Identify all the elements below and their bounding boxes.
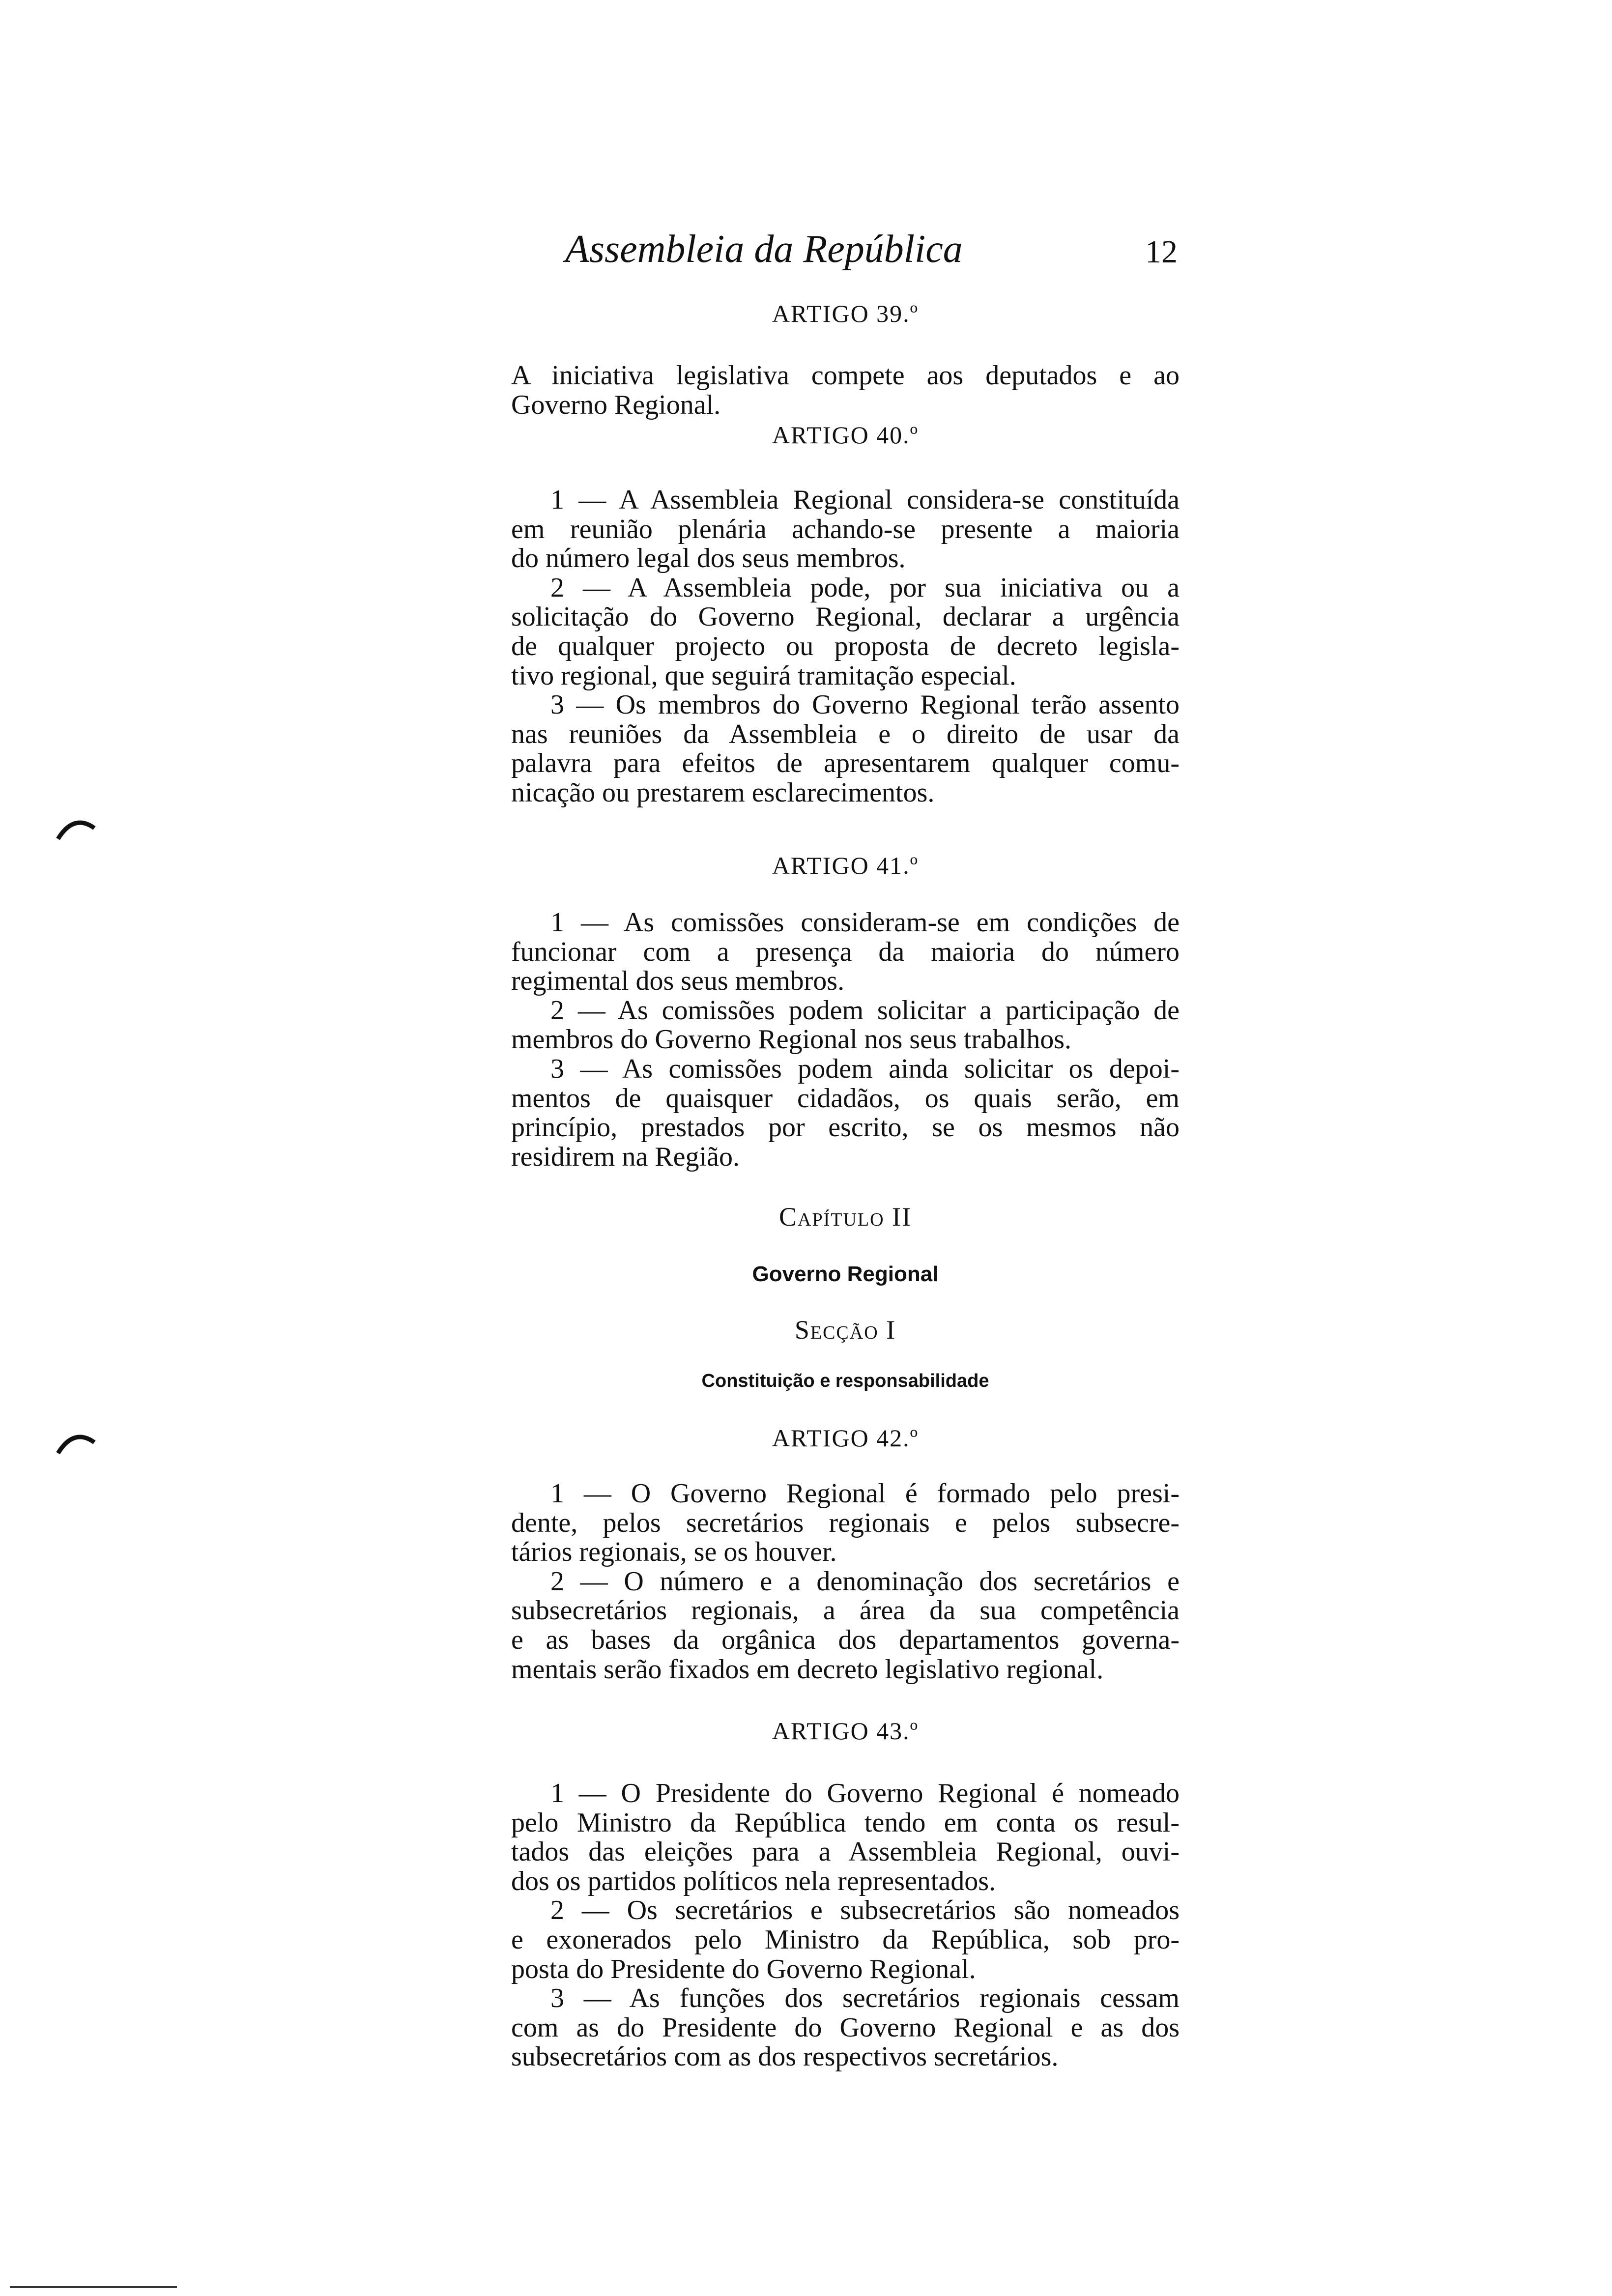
text-line: 3 — As comissões podem ainda solicitar os depoi- — [550, 1053, 1180, 1084]
article-heading: ARTIGO 42.º — [772, 1424, 919, 1452]
text-line: residirem na Região. — [511, 1141, 740, 1172]
text-line: nas reuniões da Assembleia e o direito de usar da — [511, 718, 1180, 749]
text-line: 1 — As comissões consideram-se em condições de — [550, 907, 1180, 938]
text-line: 1 — A Assembleia Regional considera-se constituída — [550, 485, 1180, 515]
subtitle-heading: Governo Regional — [752, 1262, 939, 1286]
paragraph-group — [511, 1779, 1180, 2072]
paragraph — [511, 361, 1180, 420]
paragraph — [511, 996, 1180, 1055]
paragraph — [511, 1055, 1180, 1172]
text-line: subsecretários regionais, a área da sua competência — [511, 1595, 1180, 1626]
text-line: pelo Ministro da República tendo em conta os resul- — [511, 1807, 1180, 1838]
text-line: nicação ou prestarem esclarecimentos. — [511, 777, 935, 808]
paragraph — [511, 1779, 1180, 1896]
paragraph — [511, 1479, 1180, 1567]
article-heading: ARTIGO 41.º — [772, 852, 919, 879]
text-line: palavra para efeitos de apresentarem qualquer comu- — [511, 748, 1180, 779]
text-line: funcionar com a presença da maioria do número — [511, 936, 1180, 967]
paragraph — [511, 908, 1180, 996]
paragraph-group — [511, 908, 1180, 1172]
text-line: subsecretários com as dos respectivos secretários. — [511, 2041, 1059, 2072]
text-line: em reunião plenária achando-se presente a maioria — [511, 514, 1180, 545]
text-line: 1 — O Governo Regional é formado pelo presi- — [550, 1478, 1180, 1509]
text-line: tários regionais, se os houver. — [511, 1537, 837, 1568]
article-heading: ARTIGO 40.º — [772, 421, 919, 449]
chapter-heading: Capítulo II — [778, 1202, 912, 1232]
text-line: Governo Regional. — [511, 389, 721, 420]
page-number: 12 — [1145, 234, 1178, 270]
text-line: tivo regional, que seguirá tramitação especial. — [511, 660, 1016, 691]
text-line: 3 — Os membros do Governo Regional terão assento — [550, 689, 1180, 720]
section-heading: Secção I — [794, 1315, 896, 1345]
text-line: dente, pelos secretários regionais e pelos subsecre- — [511, 1507, 1180, 1538]
text-line: tados das eleições para a Assembleia Regional, ouvi- — [511, 1837, 1180, 1867]
text-line: membros do Governo Regional nos seus trabalhos. — [511, 1024, 1072, 1055]
text-line: princípio, prestados por escrito, se os mesmos não — [511, 1112, 1180, 1143]
text-line: posta do Presidente do Governo Regional. — [511, 1953, 976, 1984]
text-line: 1 — O Presidente do Governo Regional é nomeado — [550, 1778, 1180, 1808]
text-line: do número legal dos seus membros. — [511, 543, 906, 574]
text-line: 2 — As comissões podem solicitar a participação de — [550, 995, 1180, 1026]
text-line: solicitação do Governo Regional, declarar a urgência — [511, 602, 1180, 632]
paragraph-group — [511, 486, 1180, 808]
punch-hole-mark-icon — [54, 1428, 98, 1457]
paragraph — [511, 1896, 1180, 1984]
paragraph — [511, 574, 1180, 690]
text-line: 2 — A Assembleia pode, por sua iniciativa ou a — [550, 572, 1180, 603]
punch-hole-mark-icon — [54, 813, 98, 843]
text-line: e as bases da orgânica dos departamentos governa- — [511, 1624, 1180, 1655]
paragraph — [511, 1567, 1180, 1684]
text-line: 3 — As funções dos secretários regionais cessam — [550, 1983, 1180, 2014]
paragraph — [511, 1984, 1180, 2072]
document-header-title: Assembleia da República — [565, 228, 963, 271]
text-line: mentais serão fixados em decreto legislativo regional. — [511, 1654, 1104, 1685]
scan-edge-line — [10, 2286, 177, 2288]
subtitle2-heading: Constituição e responsabilidade — [701, 1371, 989, 1391]
paragraph-group — [511, 1479, 1180, 1684]
text-line: dos os partidos políticos nela representados. — [511, 1866, 996, 1896]
text-line: regimental dos seus membros. — [511, 966, 845, 997]
text-line: e exonerados pelo Ministro da República, sob pro- — [511, 1924, 1180, 1955]
text-line: de qualquer projecto ou proposta de decreto legisla- — [511, 631, 1180, 661]
paragraph — [511, 690, 1180, 807]
text-line: 2 — Os secretários e subsecretários são nomeados — [550, 1895, 1180, 1926]
text-line: mentos de quaisquer cidadãos, os quais serão, em — [511, 1083, 1180, 1114]
article-heading: ARTIGO 39.º — [772, 300, 919, 327]
text-line: A iniciativa legislativa compete aos deputados e ao — [511, 360, 1180, 391]
article-heading: ARTIGO 43.º — [772, 1717, 919, 1745]
text-line: com as do Presidente do Governo Regional e as dos — [511, 2012, 1180, 2043]
paragraph — [511, 486, 1180, 574]
text-line: 2 — O número e a denominação dos secretários e — [550, 1566, 1180, 1597]
paragraph-group — [511, 361, 1180, 420]
